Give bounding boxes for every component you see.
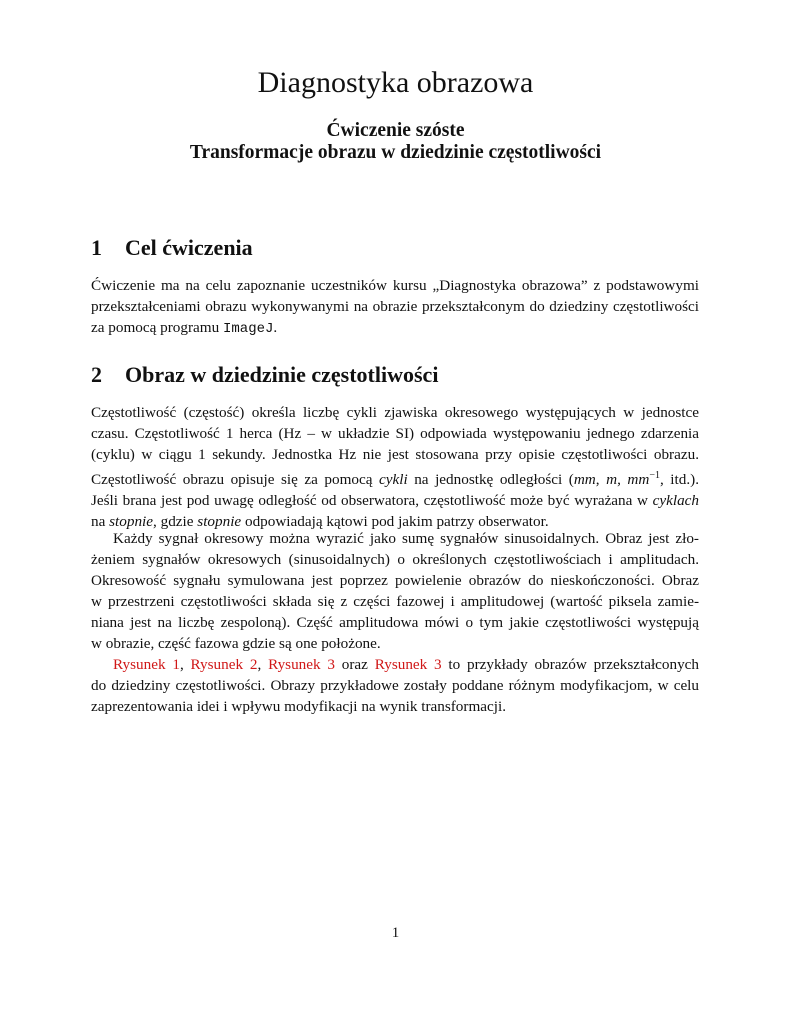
math-term: mm [573,471,596,489]
text-line: Częstotliwość obrazu opisuje się za pomocą cykli na jednostkę odległości (mm, m, $mm^{-1}$, itd.). [91,470,699,489]
text-line: Każdy sygnał okresowy można wyrazić jako sumę sygnałów sinusoidalnych. Obraz jest zło- [113,530,699,547]
section-1-paragraph [91,275,699,340]
figure-link-4[interactable]: Rysunek 3 [374,656,442,673]
subtitle-line-2: Transformacje obrazu w dziedzinie częstotliwości [189,142,602,163]
figure-link-1[interactable]: Rysunek 1 [113,656,180,673]
text-line: Jeśli brana jest pod uwagę odległość od obserwatora, częstotliwość może być wyrażana w cyklach [91,492,699,510]
text-line: na stopnie, gdzie stopnie odpowiadają kątowi pod jakim patrzy obserwator. [91,513,549,531]
text-line: czasu. Częstotliwość 1 herca (Hz – w układzie SI) odpowiada występowaniu jednego zdarzenia [91,425,699,442]
text-line: niana jest na liczbę zespoloną). Część amplitudowa mówi o tym jakie częstotliwości występują [91,614,699,631]
text-line: żeniem sygnałów okresowych (sinusoidalnych) o określonych częstotliwościach i amplitudach. [91,551,699,568]
section-1-title: Cel ćwiczenia [125,235,253,260]
program-name: ImageJ [223,321,274,337]
section-2-paragraph-1 [91,402,699,532]
document-title: Diagnostyka obrazowa [257,66,534,99]
subtitle-line-1: Ćwiczenie szóste [326,120,465,141]
text-line: do dziedziny częstotliwości. Obrazy przykładowe zostały poddane różnym modyfikacjom, w celu [91,677,699,694]
section-2-heading [91,362,438,388]
math-term: cyklach [652,492,699,510]
text-line: Okresowość sygnału symulowana jest poprzez powielenie obrazów do nieskończoności. Obraz [91,572,699,589]
text-line: w obrazie, część fazowa gdzie są one położone. [91,635,381,652]
text-line: Rysunek 1, Rysunek 2, Rysunek 3 oraz Rysunek 3 to przykłady obrazów przekształconych [113,656,700,673]
figure-link-2[interactable]: Rysunek 2 [190,656,258,673]
text-line: Ćwiczenie ma na celu zapoznanie uczestników kursu „Diagnostyka obrazowa” z podstawowymi [91,277,699,294]
math-superscript: −1 [649,470,660,481]
page-number: 1 [391,925,400,941]
text-line: Częstotliwość (częstość) określa liczbę cykli zjawiska okresowego występujących w jednostce [91,404,699,421]
document-subtitle [0,120,791,164]
section-1-heading [91,235,253,261]
text-line: za pomocą programu ImageJ. [91,319,278,337]
figure-link-3[interactable]: Rysunek 3 [268,656,335,673]
text-line: przekształceniami obrazu wykonywanymi na obrazie przekształconym do dziedziny częstotliwości [91,298,699,315]
section-2-paragraph-3 [91,654,699,717]
math-term: m [606,471,618,489]
math-term: mm [627,471,650,489]
section-1-number: 1 [91,235,102,260]
section-2-title: Obraz w dziedzinie częstotliwości [125,362,439,387]
text-line: (cyklu) w ciągu 1 sekundy. Jednostka Hz nie jest stosowana przy opisie częstotliwości obrazu. [91,446,699,463]
math-term: stopnie [109,513,154,531]
text-line: zaprezentowania idei i wpływu modyfikacji na wynik transformacji. [91,698,506,715]
section-2-number: 2 [91,362,102,387]
text-line: w przestrzeni częstotliwości składa się z części fazowej i amplitudowej (wartość piksela zamie- [91,593,699,610]
section-2-paragraph-2 [91,528,699,654]
math-term: stopnie [197,513,242,531]
math-term: cykli [379,471,408,489]
